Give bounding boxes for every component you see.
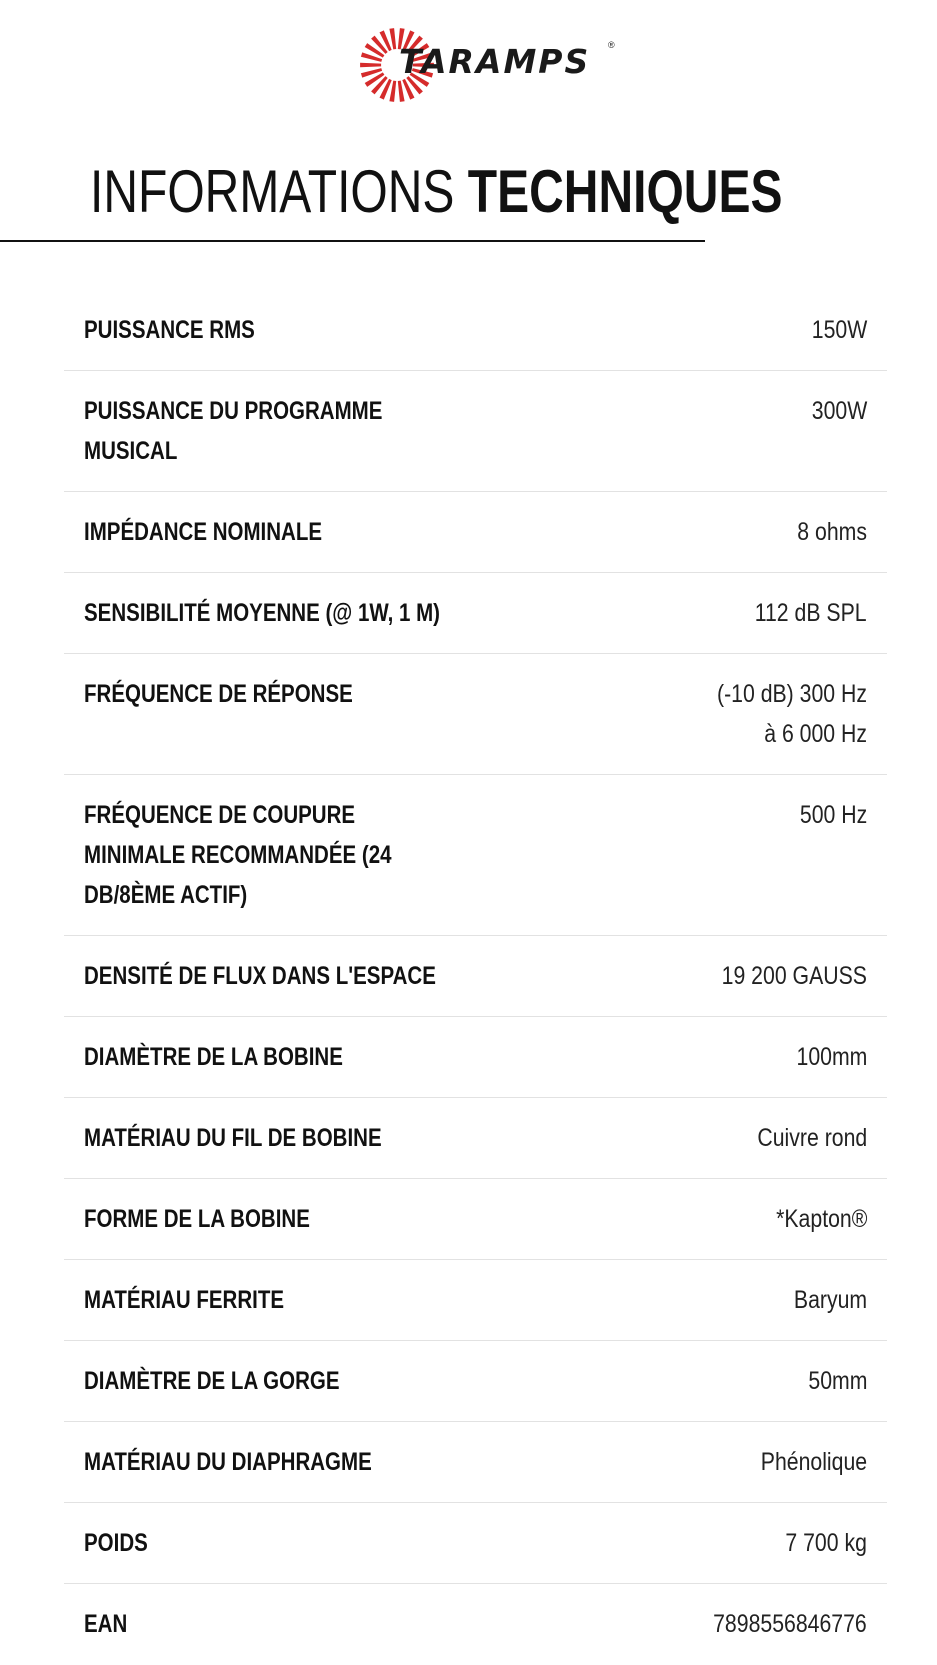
spec-value: 7898556846776 bbox=[713, 1610, 867, 1638]
spec-row bbox=[64, 1422, 887, 1503]
spec-value: 50mm bbox=[807, 1367, 867, 1395]
spec-label: PUISSANCE RMS bbox=[84, 316, 255, 344]
spec-row bbox=[64, 936, 887, 1017]
page-title-bold: TECHNIQUES bbox=[467, 158, 783, 225]
logo-ray bbox=[360, 63, 381, 68]
spec-label: DIAMÈTRE DE LA GORGE bbox=[84, 1367, 340, 1395]
spec-value: 100mm bbox=[796, 1043, 867, 1071]
spec-value: 300W bbox=[811, 397, 867, 425]
spec-value: Cuivre rond bbox=[757, 1124, 867, 1152]
spec-table bbox=[64, 290, 887, 1665]
logo-ray bbox=[389, 28, 396, 49]
spec-row bbox=[64, 654, 887, 775]
spec-value: *Kapton® bbox=[775, 1205, 867, 1233]
spec-row bbox=[64, 1017, 887, 1098]
spec-label: PUISSANCE DU PROGRAMME MUSICAL bbox=[84, 397, 383, 465]
brand-name: TARAMPS bbox=[399, 42, 591, 81]
logo-ray bbox=[398, 81, 405, 102]
page-title bbox=[90, 156, 782, 228]
spec-label: FRÉQUENCE DE RÉPONSE bbox=[84, 680, 353, 708]
brand-logo bbox=[369, 26, 619, 104]
registered-mark: ® bbox=[608, 40, 615, 50]
spec-row bbox=[64, 290, 887, 371]
spec-row bbox=[64, 1179, 887, 1260]
spec-row bbox=[64, 775, 887, 936]
spec-label: FORME DE LA BOBINE bbox=[84, 1205, 310, 1233]
spec-label: FRÉQUENCE DE COUPURE MINIMALE RECOMMANDÉE (24 DB/8ÈME ACTIF) bbox=[84, 801, 392, 909]
logo-ray bbox=[389, 81, 396, 102]
spec-label: MATÉRIAU DU FIL DE BOBINE bbox=[84, 1124, 382, 1152]
spec-label: DIAMÈTRE DE LA BOBINE bbox=[84, 1043, 343, 1071]
spec-label: IMPÉDANCE NOMINALE bbox=[84, 518, 323, 546]
spec-value: 112 dB SPL bbox=[755, 599, 867, 627]
spec-value: (-10 dB) 300 Hz à 6 000 Hz bbox=[717, 680, 867, 748]
spec-value: Phénolique bbox=[760, 1448, 867, 1476]
spec-label: EAN bbox=[84, 1610, 128, 1638]
spec-value: 8 ohms bbox=[797, 518, 867, 546]
spec-row bbox=[64, 1584, 887, 1665]
title-underline bbox=[0, 240, 705, 242]
spec-row bbox=[64, 1098, 887, 1179]
spec-row bbox=[64, 1341, 887, 1422]
spec-label: MATÉRIAU DU DIAPHRAGME bbox=[84, 1448, 372, 1476]
spec-label: POIDS bbox=[84, 1529, 148, 1557]
spec-row bbox=[64, 371, 887, 492]
spec-value: 150W bbox=[811, 316, 867, 344]
page-title-light: INFORMATIONS bbox=[90, 158, 455, 225]
spec-label: SENSIBILITÉ MOYENNE (@ 1W, 1 M) bbox=[84, 599, 441, 627]
spec-row bbox=[64, 1260, 887, 1341]
spec-row bbox=[64, 492, 887, 573]
spec-value: 19 200 GAUSS bbox=[721, 962, 867, 990]
spec-row bbox=[64, 573, 887, 654]
spec-label: MATÉRIAU FERRITE bbox=[84, 1286, 285, 1314]
spec-value: 500 Hz bbox=[799, 801, 867, 829]
spec-row bbox=[64, 1503, 887, 1584]
spec-value: Baryum bbox=[793, 1286, 867, 1314]
spec-label: DENSITÉ DE FLUX DANS L'ESPACE bbox=[84, 962, 436, 990]
spec-value: 7 700 kg bbox=[785, 1529, 867, 1557]
